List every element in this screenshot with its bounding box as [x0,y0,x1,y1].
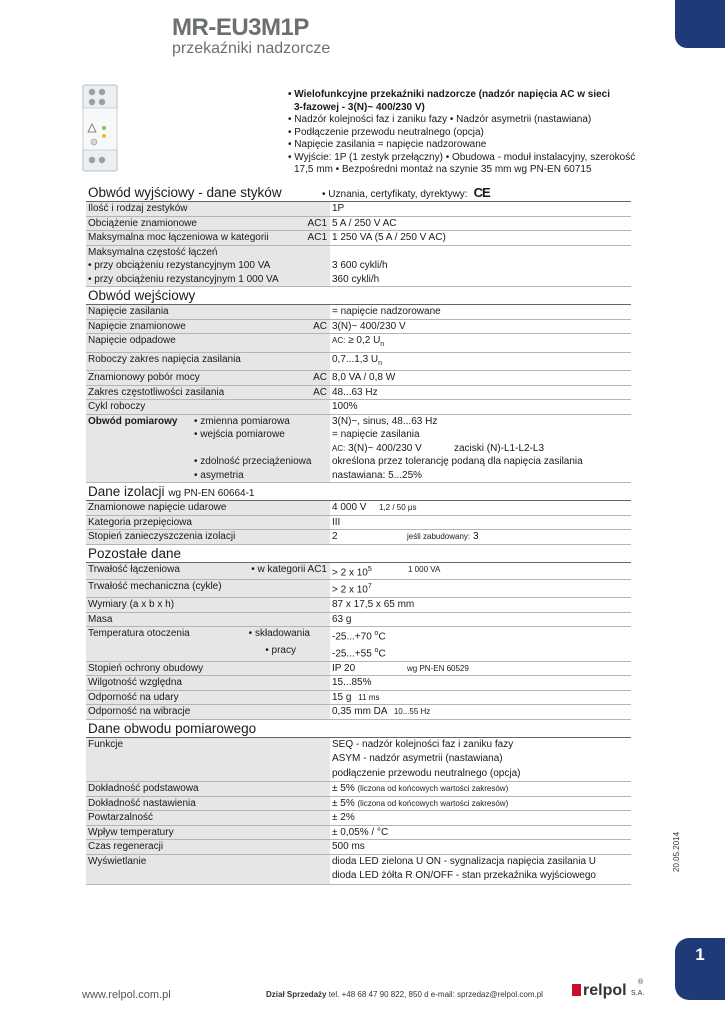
certificates-label: • Uznania, certyfikaty, dyrektywy: [322,189,468,200]
table-row [86,469,631,484]
table-row [86,202,631,217]
row-label: Obciążenie znamionowe [88,217,197,229]
row-value: 0,35 mm DA [332,706,388,718]
feature-line: • Napięcie zasilania = napięcie nadzorowane [288,139,487,150]
row-label: Temperatura otoczenia [88,628,190,640]
row-value: 4 000 V [332,502,367,513]
row-value: ≥ 0,2 U [348,335,381,346]
row-value: 2 [332,531,338,542]
value-prefix: AC: [332,336,346,345]
row-sublabel: • zdolność przeciążeniowa [194,456,312,467]
value-superscript: 5 [367,565,372,573]
relpol-logo [572,979,645,1002]
table-row [86,811,631,826]
table-row [86,353,631,372]
row-value: 63 g [332,613,352,625]
table-row [86,691,631,706]
row-value: 5 A / 250 V AC [332,217,397,229]
row-value-line: SEQ - nadzór kolejności faz i zaniku fazy [332,738,514,750]
row-value: > 2 x 10 [332,566,368,578]
row-label: • przy obciążeniu rezystancyjnym 1 000 VA [86,273,330,287]
row-label: • przy obciążeniu rezystancyjnym 100 VA [86,259,330,273]
row-label: Roboczy zakres napięcia zasilania [86,353,330,371]
row-label: Napięcie odpadowe [86,334,330,352]
table-row [86,305,631,320]
section-title: Obwód wyjściowy - dane styków [88,185,282,200]
section-output-title [86,184,631,202]
row-label: Odporność na wibracje [86,705,330,719]
row-tag: AC [313,386,327,398]
table-row [86,246,631,260]
row-label: Cykl roboczy [86,400,330,414]
row-label: Zakres częstotliwości zasilania [88,386,225,398]
row-label: Powtarzalność [86,811,330,825]
row-label: Znamionowy pobór mocy [88,372,200,383]
row-value: 15 g [332,691,352,703]
row-extra: (liczona od końcowych wartości zakresów) [357,784,509,794]
row-extra: 1,2 / 50 μs [379,503,417,512]
relpol-mark-icon [572,984,581,996]
row-label: Obwód pomiarowy [88,415,178,427]
row-tag: AC [313,320,327,332]
row-extra: 1 000 VA [408,564,441,574]
row-extra: wg PN-EN 60529 [407,663,469,673]
value-prefix: AC: [332,443,346,453]
row-tag: AC1 [307,232,327,243]
row-value: określona przez tolerancję podaną dla napięcia zasilania [332,456,583,467]
row-value: > 2 x 10 [332,584,368,596]
row-label: Maksymalna częstość łączeń [86,246,330,260]
table-row [86,501,631,516]
row-label: Wymiary (a x b x h) [86,598,330,612]
row-value: 0,7...1,3 U [332,353,379,365]
table-row [86,705,631,720]
row-label: Dokładność nastawienia [86,797,330,811]
table-row [86,231,631,246]
row-label: Stopień ochrony obudowy [86,662,330,676]
relay-product-image [82,84,118,172]
row-value-line: podłączenie przewodu neutralnego (opcja) [332,767,521,779]
table-row [86,627,631,644]
row-label: Kategoria przepięciowa [86,516,330,530]
product-subtitle: przekaźniki nadzorcze [172,40,331,57]
row-value: 500 ms [332,841,365,853]
row-value-line: ASYM - nadzór asymetrii (nastawiana) [332,753,503,765]
table-row [86,442,631,456]
value-subscript: n [380,341,385,348]
row-label: Znamionowe napięcie udarowe [86,501,330,515]
logo-text: relpol [583,982,627,999]
value-unit: C [378,631,386,643]
row-value: 3 600 cykli/h [332,260,388,271]
table-row [86,840,631,855]
row-extra: 11 ms [358,692,380,702]
row-label: Napięcie znamionowe [88,320,186,332]
row-value: 360 cykli/h [332,273,380,285]
section-input-title: Obwód wejściowy [86,287,631,305]
row-value: ± 2% [332,812,355,824]
section-measurement-title: Dane obwodu pomiarowego [86,720,631,738]
table-row [86,738,631,783]
row-value: = napięcie nadzorowane [332,306,441,317]
row-value: 3(N)~ 400/230 V [332,320,406,332]
feature-line: 3-fazowej - 3(N)~ 400/230 V) [294,101,425,113]
row-label: Wilgotność względna [86,676,330,690]
table-row [86,563,631,581]
row-value: 100% [332,401,358,412]
row-label: Wyświetlanie [86,855,330,884]
value-superscript: o [374,630,379,638]
table-row [86,826,631,841]
feature-list [288,89,653,177]
row-tag: • składowania [248,628,310,640]
table-row [86,320,631,335]
document-date: 20.05.2014 [672,831,681,872]
row-value: 3(N)~, sinus, 48...63 Hz [332,415,438,427]
table-row [86,415,631,429]
row-value: 48...63 Hz [332,386,378,398]
row-label: Ilość i rodzaj zestyków [86,202,330,216]
row-value: -25...+55 [332,648,375,660]
row-extra-value: 3 [472,531,479,542]
row-label: Trwałość mechaniczna (cykle) [86,580,330,597]
table-row [86,516,631,531]
section-title: Dane izolacji [88,484,165,499]
row-value-line: dioda LED zielona U ON - sygnalizacja napięcia zasilania U [332,855,597,867]
row-tag: AC [313,372,327,383]
row-value: 15...85% [332,677,372,689]
row-extra: zaciski (N)-L1-L2-L3 [454,442,545,454]
row-value: ± 5% [332,797,355,809]
product-title: MR-EU3M1P [172,14,309,41]
certificates-line [322,184,490,203]
row-value: = napięcie zasilania [332,429,420,440]
sales-contact [266,990,543,999]
table-row [86,676,631,691]
row-value: -25...+70 [332,631,375,643]
value-superscript: o [374,646,379,654]
corner-tab [675,0,725,48]
sales-label: Dział Sprzedaży [266,990,327,999]
section-other-title: Pozostałe dane [86,545,631,563]
row-label: Masa [86,613,330,627]
spec-table [86,184,631,885]
row-sublabel: • zmienna pomiarowa [194,415,290,427]
row-label: Wpływ temperatury [86,826,330,840]
logo-sa: S.A. [631,990,645,997]
row-label: Trwałość łączeniowa [88,563,180,575]
value-subscript: n [378,359,383,367]
row-value: ± 0,05% / °C [332,826,389,838]
value-unit: C [378,648,386,660]
table-row [86,782,631,797]
row-tag: • w kategorii AC1 [251,563,327,575]
feature-line: • Wielofunkcyjne przekaźniki nadzorcze (nadzór napięcia AC w sieci [288,89,611,100]
row-label: Czas regeneracji [86,840,330,854]
website-link[interactable]: www.relpol.com.pl [82,989,171,1001]
row-value: 1P [332,203,345,214]
row-value: IP 20 [332,662,356,674]
table-row [86,217,631,232]
row-value: 8,0 VA / 0,8 W [332,372,396,383]
row-extra: (liczona od końcowych wartości zakresów) [357,798,509,808]
table-row [86,428,631,442]
row-tag: • pracy [265,644,296,656]
section-insulation-title [86,483,631,501]
ce-mark-icon: CE [473,185,490,200]
row-extra: jeśli zabudowany: [407,532,471,541]
contact-details: tel. +48 68 47 90 822, 850 d e-mail: sprzedaz@relpol.com.pl [328,990,543,999]
row-sublabel: • wejścia pomiarowe [194,429,285,440]
row-tag: AC1 [307,217,327,229]
row-value: 3(N)~ 400/230 V [348,442,422,454]
table-row [86,334,631,353]
row-sublabel: • asymetria [194,469,244,481]
table-row [86,644,631,662]
table-row [86,386,631,401]
page-number: 1 [675,938,725,1000]
table-row [86,371,631,386]
table-row [86,797,631,812]
feature-line: • Podłączenie przewodu neutralnego (opcja) [288,126,484,138]
value-superscript: 7 [367,583,372,591]
row-label: Funkcje [86,738,330,782]
table-row [86,855,631,885]
feature-line: 17,5 mm • Bezpośredni montaż na szynie 35 mm wg PN-EN 60715 [294,164,592,175]
row-value: ± 5% [332,783,355,795]
row-value: 87 x 17,5 x 65 mm [332,599,415,611]
feature-line: • Wyjście: 1P (1 zestyk przełączny) • Obudowa - moduł instalacyjny, szerokość [288,151,636,163]
section-title-note: wg PN-EN 60664-1 [168,488,255,499]
row-extra: 10...55 Hz [393,707,431,717]
registered-mark: ® [638,979,644,986]
table-row [86,530,631,545]
row-label: Napięcie zasilania [86,305,330,319]
table-row [86,598,631,613]
table-row [86,273,631,288]
row-value: III [332,516,341,528]
table-row [86,400,631,415]
row-label: Odporność na udary [86,691,330,705]
row-label: Stopień zanieczyszczenia izolacji [86,530,330,544]
table-row [86,662,631,677]
row-value-line: dioda LED żółta R ON/OFF - stan przekaźnika wyjściowego [332,870,596,882]
table-row [86,455,631,469]
feature-line: • Nadzór kolejności faz i zaniku fazy • Nadzór asymetrii (nastawiana) [288,114,592,125]
row-value: nastawiana: 5...25% [332,469,423,481]
row-label: Dokładność podstawowa [86,782,330,796]
row-value: 1 250 VA (5 A / 250 V AC) [332,232,446,243]
table-row [86,613,631,628]
row-label: Maksymalna moc łączeniowa w kategorii [88,232,269,243]
table-row [86,580,631,598]
table-row [86,259,631,273]
